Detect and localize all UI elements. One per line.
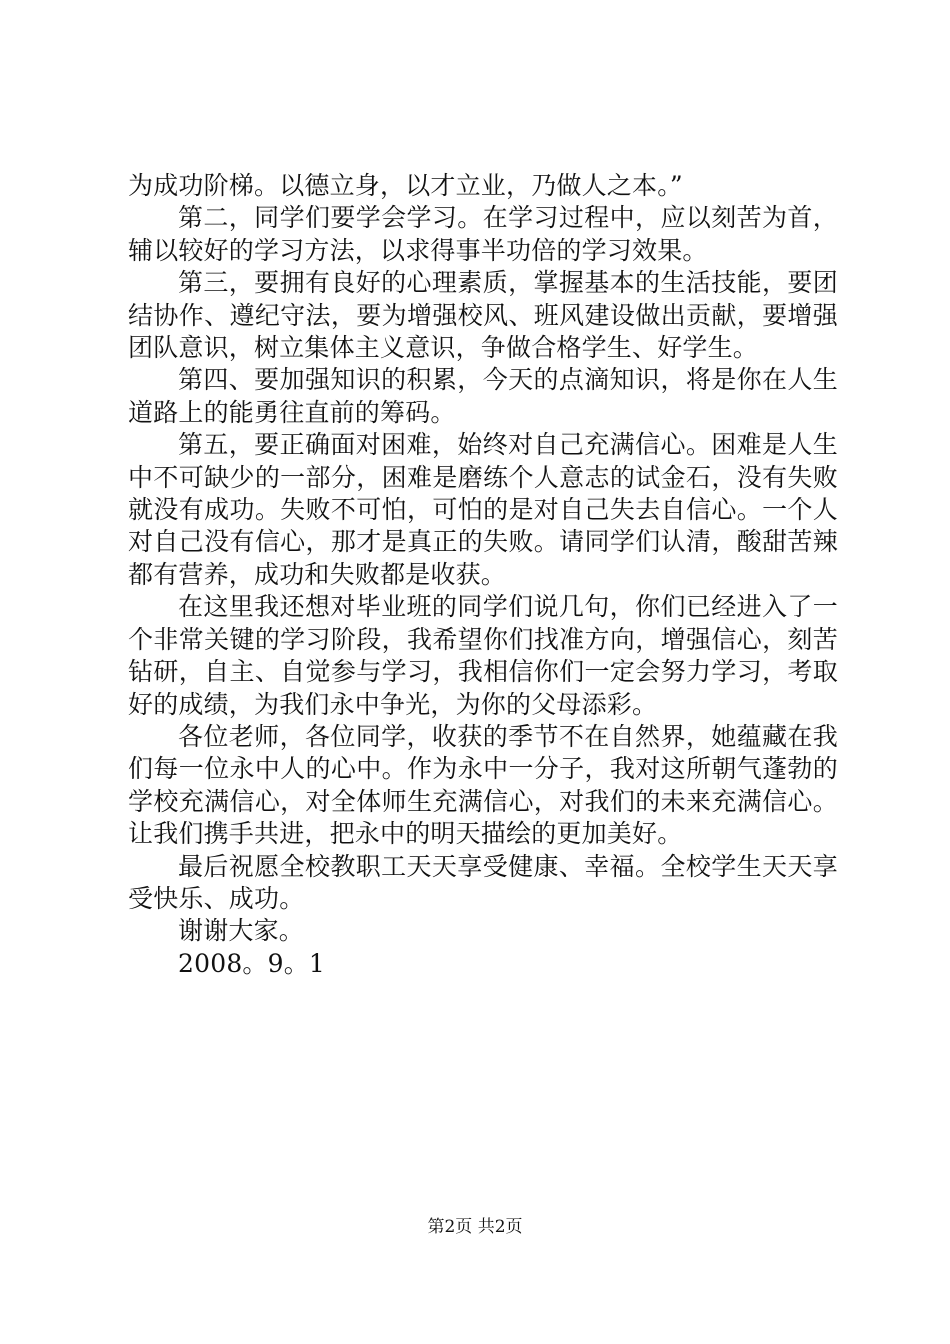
page-number-label: 第2页 共2页 [427,1217,523,1237]
paragraph-2: 第二，同学们要学会学习。在学习过程中，应以刻苦为首，辅以较好的学习方法，以求得事半功倍的学习效果。 [128,203,838,265]
paragraph-4: 第四、要加强知识的积累，今天的点滴知识，将是你在人生道路上的能勇往直前的筹码。 [128,365,838,427]
paragraph-7: 各位老师，各位同学，收获的季节不在自然界，她蕴藏在我们每一位永中人的心中。作为永中一分子，我对这所朝气蓬勃的学校充满信心，对全体师生充满信心，对我们的未来充满信心。让我们携手共进，把永中的明天描绘的更加美好。 [128,721,838,849]
paragraph-6: 在这里我还想对毕业班的同学们说几句，你们已经进入了一个非常关键的学习阶段，我希望你们找准方向，增强信心，刻苦钻研，自主、自觉参与学习，我相信你们一定会努力学习，考取好的成绩，为我们永中争光，为你的父母添彩。 [128,592,838,719]
paragraph-8: 最后祝愿全校教职工天天享受健康、幸福。全校学生天天享受快乐、成功。 [128,851,838,913]
document-date: 2008。9。1 [178,948,326,978]
paragraph-1: 为成功阶梯。以德立身，以才立业，乃做人之本。” [128,171,683,200]
document-body [128,170,838,980]
paragraph-5: 第五，要正确面对困难，始终对自己充满信心。困难是人生中不可缺少的一部分，困难是磨练个人意志的试金石，没有失败就没有成功。失败不可怕，可怕的是对自己失去自信心。一个人对自己没有信心，那才是真正的失败。请同学们认清，酸甜苦辣都有营养，成功和失败都是收获。 [128,430,838,589]
paragraph-3: 第三，要拥有良好的心理素质，掌握基本的生活技能，要团结协作、遵纪守法，要为增强校风、班风建设做出贡献，要增强团队意识，树立集体主义意识，争做合格学生、好学生。 [128,268,838,363]
page-footer [0,1216,950,1238]
closing-thanks: 谢谢大家。 [178,916,305,946]
